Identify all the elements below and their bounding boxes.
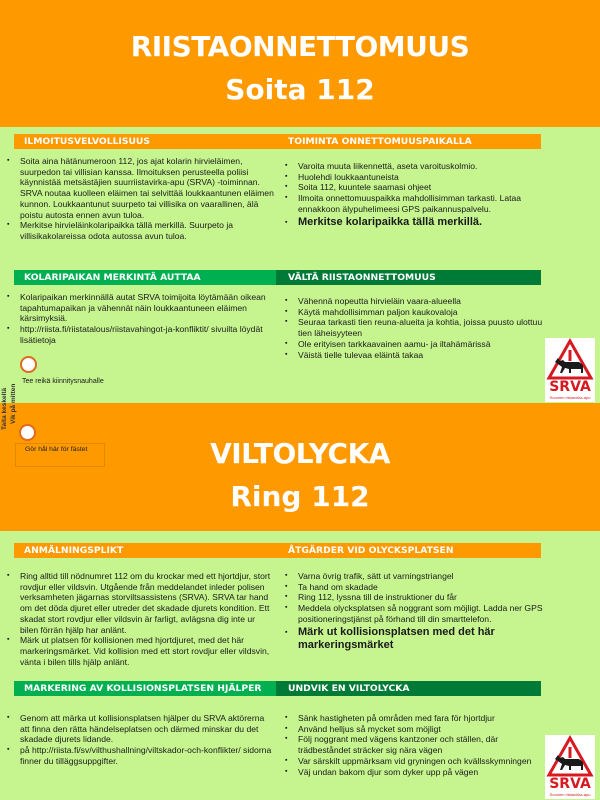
finnish-header-bar-1	[14, 134, 541, 149]
list-item: ▪ Huolehdi loukkaantuneista	[282, 172, 544, 183]
marking-list-fi	[4, 292, 274, 346]
list-item-emphasis: ▪ Merkitse kolaripaikka tällä merkillä.	[282, 216, 544, 230]
avoid-list-fi	[282, 296, 544, 360]
list-item: ▪ Vähennä nopeutta hirvieläin vaara-alueella	[282, 296, 544, 307]
header-marking-sv: MARKERING AV KOLLISIONSPLATSEN HJÄLPER	[14, 681, 276, 696]
hole-label-fi: Tee reikä kiinnitysnauhalle	[22, 378, 104, 385]
action-list-fi	[282, 161, 544, 229]
avoid-list-sv	[282, 713, 544, 777]
action-list-sv	[282, 571, 544, 653]
hole-marker-fi	[20, 356, 37, 373]
hole-label-sv: Gör hål här för fästet	[25, 446, 88, 453]
logo-subtitle: Suomen riistavirka-apu	[549, 395, 591, 400]
finnish-title-banner	[0, 0, 600, 127]
fold-text-sv: Vik på mitten	[10, 383, 17, 424]
swedish-header-bar-2	[14, 681, 541, 696]
list-item: ▪ Seuraa tarkasti tien reuna-alueita ja kohtia, joissa puusto ulottuu tien läheisyyteen	[282, 317, 544, 338]
list-item: ▪ Genom att märka ut kollisionsplatsen hjälper du SRVA aktörerna att finna den rätta händelseplatsen och därmed minskar du det skadade djurets lidande.	[4, 713, 276, 745]
logo-subtitle: Suomen riistavirka-apu	[549, 792, 591, 797]
swedish-header-bar-1	[14, 543, 541, 558]
reporting-list-fi	[4, 156, 274, 242]
fold-text-fi: Taita keskeltä	[1, 387, 8, 430]
list-item: ▪ Ring alltid till nödnumret 112 om du krockar med ett hjortdjur, stort rovdjur eller vildsvin. Utgående från meddelandet inleder polisen verksamheten jägarnas storviltsassistens (SRVA). SRVA tar hand om det döda djuret eller utreder det skadade djurets kondition. Ett skadat stort rovdjur eller vildsvin är farligt, avlägsna dig inte ur bilen förrän hjälp har anlänt.	[4, 571, 274, 635]
list-item: ▪ Sänk hastigheten på områden med fara för hjortdjur	[282, 713, 544, 724]
hole-label-box-sv	[15, 443, 105, 467]
header-reporting-fi: ILMOITUSVELVOLLISUUS	[24, 136, 151, 147]
list-item: ▪ Ring 112, lyssna till de instruktioner du får	[282, 592, 544, 603]
list-item: ▪ Följ noggrant med vägens kantzoner och ställen, där trädbeståndet sträcker sig nära vägen	[282, 734, 544, 755]
header-avoid-fi: VÄLTÄ RIISTAONNETTOMUUS	[276, 270, 541, 285]
reporting-list-sv	[4, 571, 274, 667]
list-item: ▪ Varna övrig trafik, sätt ut varningstriangel	[282, 571, 544, 582]
list-item: ▪ Varoita muuta liikennettä, aseta varoituskolmio.	[282, 161, 544, 172]
logo-name: SRVA	[549, 776, 591, 792]
header-marking-fi: KOLARIPAIKAN MERKINTÄ AUTTAA	[14, 270, 276, 285]
moose-warning-triangle-icon	[545, 735, 595, 777]
list-item: ▪ Käytä mahdollisimman paljon kaukovaloja	[282, 307, 544, 318]
list-item: ▪ Soita 112, kuuntele saamasi ohjeet	[282, 182, 544, 193]
finnish-subtitle: Soita 112	[225, 73, 375, 106]
hole-marker-sv	[19, 424, 36, 441]
swedish-title-banner	[0, 403, 600, 531]
moose-warning-triangle-icon	[545, 338, 595, 380]
list-item: ▪ Använd helljus så mycket som möjligt	[282, 724, 544, 735]
finnish-title: RIISTAONNETTOMUUS	[130, 30, 470, 63]
srva-logo-bottom	[545, 735, 595, 799]
fold-instruction	[1, 378, 25, 430]
list-item: ▪ Ta hand om skadade	[282, 582, 544, 593]
list-item: ▪ Meddela olycksplatsen så noggrant som möjligt. Ladda ner GPS positioneringstjänst på förhand till din smarttelefon.	[282, 603, 544, 624]
marking-list-sv	[4, 713, 276, 767]
header-avoid-sv: UNDVIK EN VILTOLYCKA	[276, 681, 541, 696]
list-item: ▪ Märk ut platsen för kollisionen med hjortdjuret, med det här markeringsmärket. Vid kollision med ett stort rovdjur eller vildsvin, vänta i bilen tills hjälp anlänt.	[4, 635, 274, 667]
swedish-subtitle: Ring 112	[230, 480, 370, 513]
swedish-title: VILTOLYCKA	[210, 437, 390, 470]
list-item: ▪ Kolaripaikan merkinnällä autat SRVA toimijoita löytämään oikean tapahtumapaikan ja vähennät näin loukkaantuneen eläimen kärsimyksiä.	[4, 292, 274, 324]
list-item-emphasis: ▪ Märk ut kollisionsplatsen med det här markeringsmärket	[282, 626, 544, 653]
list-item: ▪ Var särskilt uppmärksam vid gryningen och kvällsskymningen	[282, 756, 544, 767]
logo-name: SRVA	[549, 379, 591, 395]
list-item: ▪ Väj undan bakom djur som dyker upp på vägen	[282, 767, 544, 778]
list-item: ▪ Väistä tielle tulevaa eläintä takaa	[282, 350, 544, 361]
srva-logo	[545, 338, 595, 402]
list-item: ▪ Ole erityisen tarkkaavainen aamu- ja iltahämärissä	[282, 339, 544, 350]
list-item: ▪ Ilmoita onnettomuuspaikka mahdollisimman tarkasti. Lataa ennakkoon älypuhelimeesi GPS paikannuspalvelu.	[282, 193, 544, 214]
list-item: ▪ http://riista.fi/riistatalous/riistavahingot-ja-konfliktit/ sivuilta löydät lisätietoja	[4, 324, 274, 345]
list-item: ▪ Soita aina hätänumeroon 112, jos ajat kolarin hirvieläimen, suurpedon tai villisian kanssa. Ilmoituksen perusteella poliisi käynnistää metsästäjien suurriistavirka-apu (SRVA) -toiminnan. SRVA noutaa kuolleen eläimen tai selvittää loukkaantunen eläimen kunnon. Loukkaantunut suurpeto tai villisika on vaarallinen, älä poistu autosta ennen avun tuloa.	[4, 156, 274, 220]
header-action-sv: ÅTGÄRDER VID OLYCKSPLATSEN	[288, 545, 454, 556]
list-item: ▪ på http://riista.fi/sv/vilthushallning/viltskador-och-konflikter/ sidorna finner du tilläggsuppgifter.	[4, 745, 276, 766]
list-item: ▪ Merkitse hirvieläinkolaripaikka tällä merkillä. Suurpeto ja villisikakolareissa odota autossa avun tuloa.	[4, 220, 274, 241]
finnish-header-bar-2	[14, 270, 541, 285]
header-reporting-sv: ANMÄLNINGSPLIKT	[24, 545, 124, 556]
header-action-fi: TOIMINTA ONNETTOMUUSPAIKALLA	[288, 136, 472, 147]
